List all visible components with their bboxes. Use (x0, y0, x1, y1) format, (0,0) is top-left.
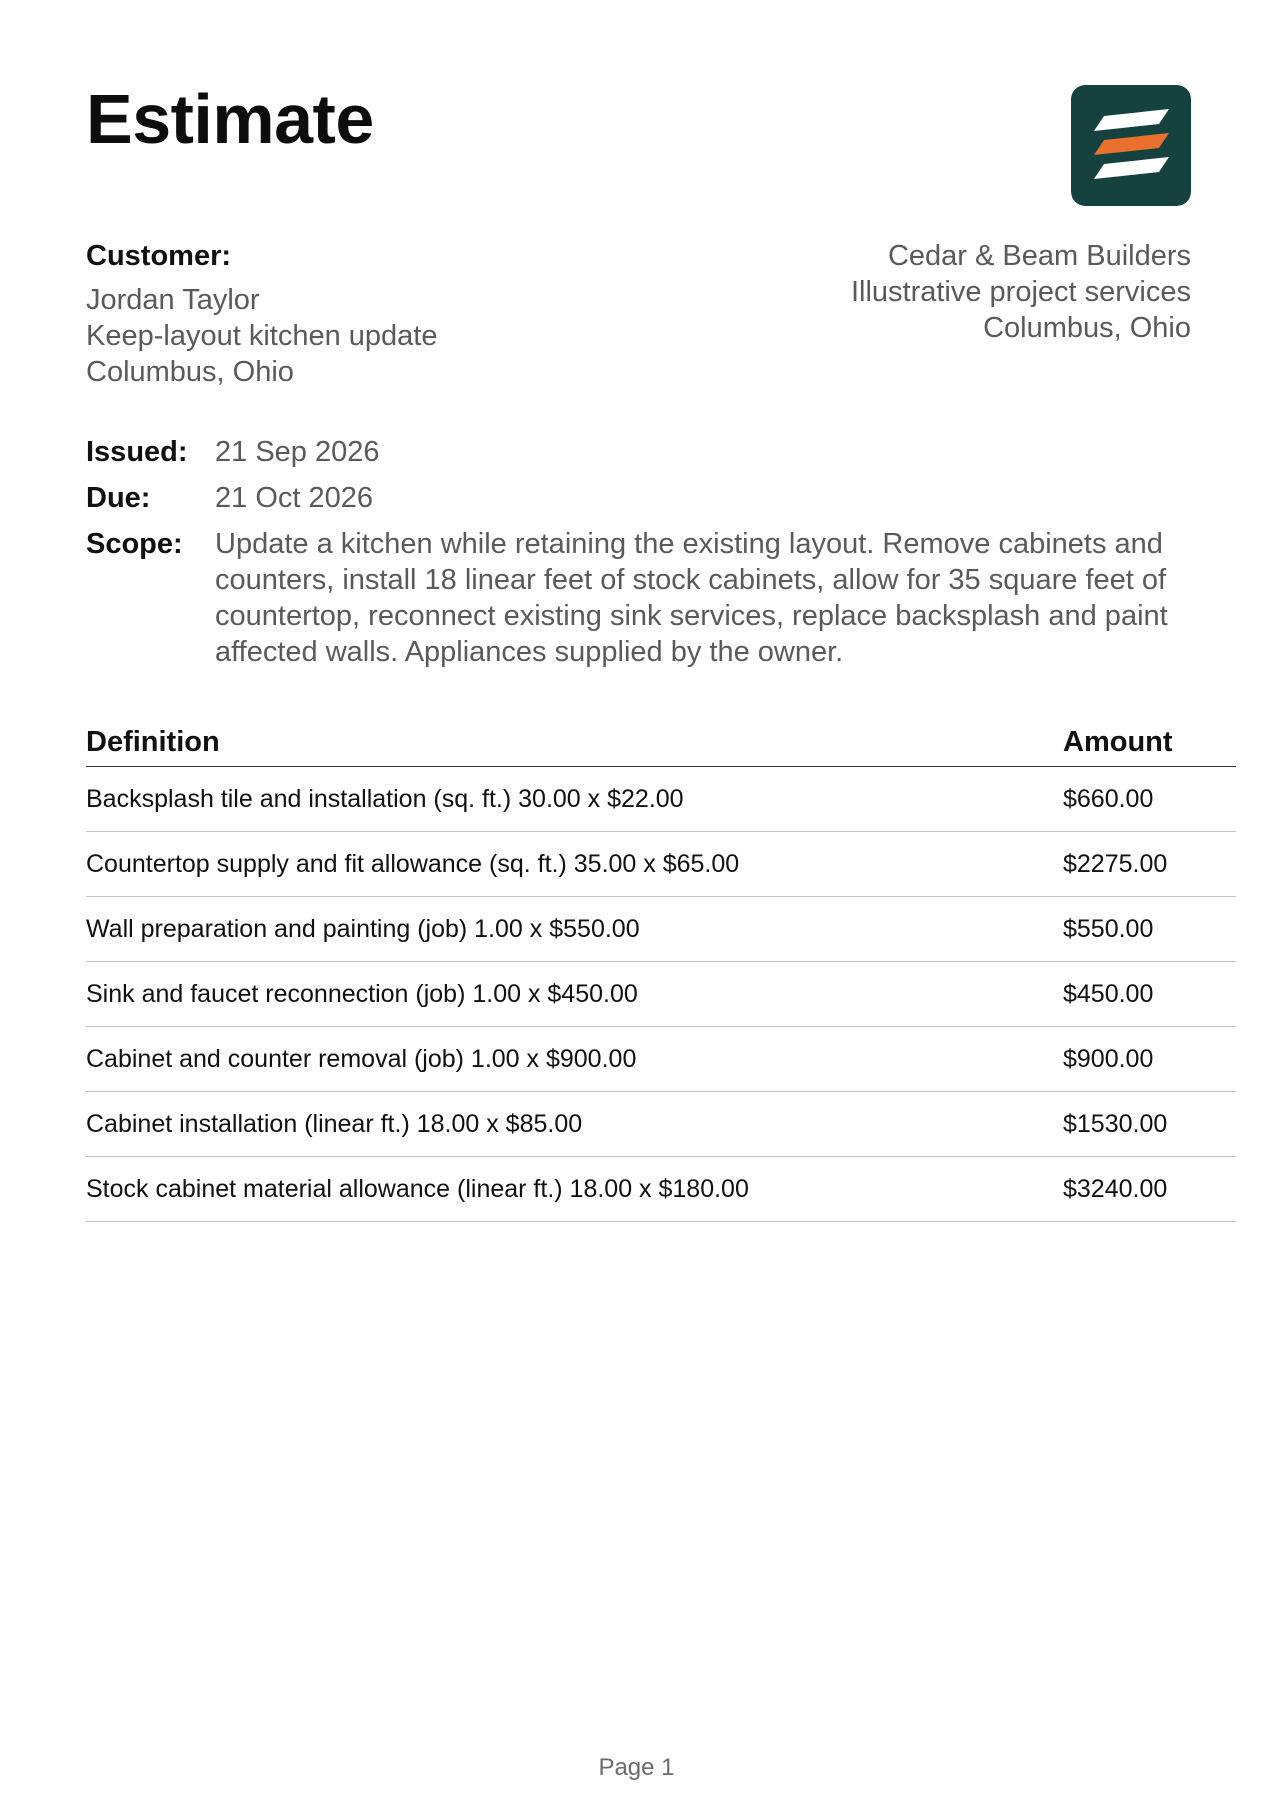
row-definition: Sink and faucet reconnection (job) 1.00 x $450.00 (86, 962, 1063, 1027)
row-definition: Countertop supply and fit allowance (sq. ft.) 35.00 x $65.00 (86, 832, 1063, 897)
amount-header: Amount (1063, 724, 1236, 767)
table-header-row (86, 724, 1236, 767)
scope-row (86, 526, 1236, 670)
company-logo-icon (1071, 85, 1191, 206)
table-row (86, 832, 1236, 897)
row-definition: Cabinet installation (linear ft.) 18.00 x $85.00 (86, 1092, 1063, 1157)
issued-label: Issued: (86, 436, 188, 468)
row-amount: $660.00 (1063, 767, 1236, 832)
row-definition: Stock cabinet material allowance (linear ft.) 18.00 x $180.00 (86, 1157, 1063, 1222)
row-definition: Cabinet and counter removal (job) 1.00 x $900.00 (86, 1027, 1063, 1092)
table-row (86, 897, 1236, 962)
table-row (86, 1092, 1236, 1157)
row-amount: $2275.00 (1063, 832, 1236, 897)
issued-row (86, 434, 1236, 470)
customer-location: Columbus, Ohio (86, 356, 294, 388)
customer-block (86, 238, 437, 390)
row-definition: Wall preparation and painting (job) 1.00 x $550.00 (86, 897, 1063, 962)
due-row (86, 480, 1236, 516)
customer-project: Keep-layout kitchen update (86, 320, 438, 352)
row-amount: $450.00 (1063, 962, 1236, 1027)
document-title: Estimate (86, 80, 374, 158)
row-amount: $550.00 (1063, 897, 1236, 962)
company-name: Cedar & Beam Builders (887, 240, 1191, 272)
table-row (86, 1157, 1236, 1222)
page-number: Page 1 (598, 1754, 675, 1781)
scope-label: Scope: (86, 528, 183, 560)
line-items-table (86, 724, 1236, 1222)
due-label: Due: (86, 482, 151, 514)
scope-value: Update a kitchen while retaining the existing layout. Remove cabinets and counters, install 18 linear feet of stock cabinets, allow for 35 square feet of countertop, reconnect existing sink services, replace backsplash and paint affected walls. Appliances supplied by the owner. (215, 528, 1168, 668)
row-definition: Backsplash tile and installation (sq. ft.) 30.00 x $22.00 (86, 767, 1063, 832)
company-location: Columbus, Ohio (983, 312, 1191, 344)
row-amount: $1530.00 (1063, 1092, 1236, 1157)
table-row (86, 1027, 1236, 1092)
estimate-meta (86, 434, 1236, 680)
definition-header: Definition (86, 724, 1063, 767)
customer-label: Customer: (86, 240, 232, 272)
due-value: 21 Oct 2026 (215, 482, 373, 514)
company-tagline: Illustrative project services (850, 276, 1191, 308)
row-amount: $900.00 (1063, 1027, 1236, 1092)
issued-value: 21 Sep 2026 (215, 436, 380, 468)
table-row (86, 962, 1236, 1027)
company-block (851, 238, 1191, 346)
row-amount: $3240.00 (1063, 1157, 1236, 1222)
customer-name: Jordan Taylor (86, 284, 260, 316)
table-row (86, 767, 1236, 832)
